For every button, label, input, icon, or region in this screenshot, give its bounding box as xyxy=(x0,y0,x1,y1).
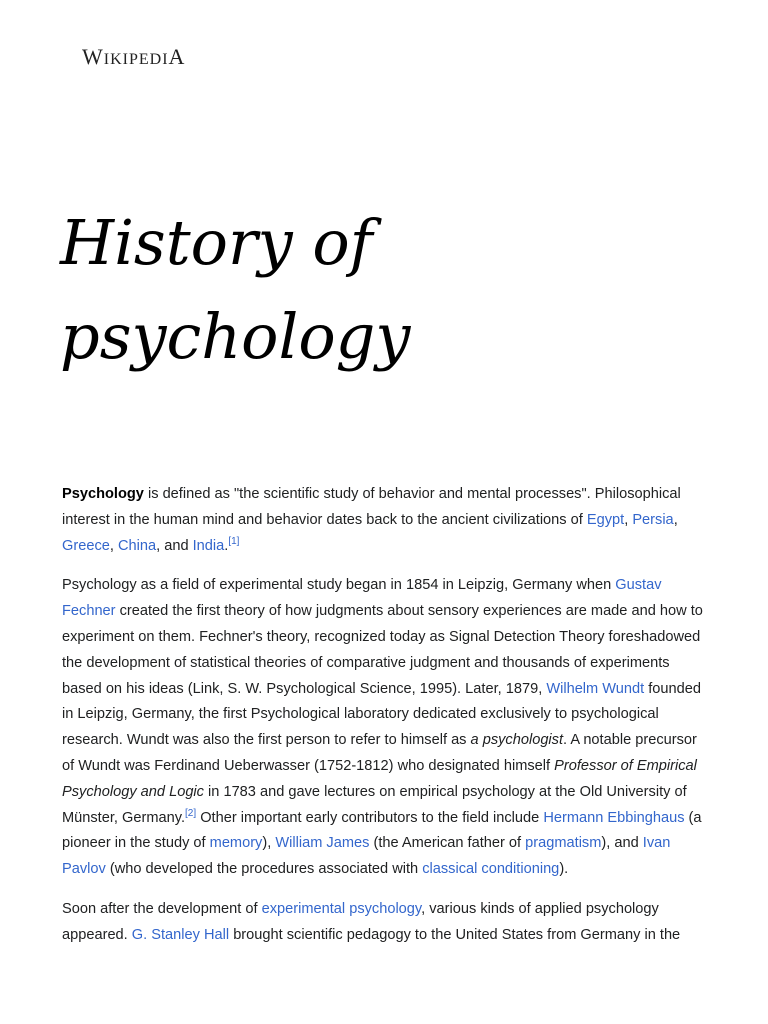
wordmark-first-letter: W xyxy=(82,44,104,69)
link-g-stanley-hall[interactable]: G. Stanley Hall xyxy=(131,926,230,943)
text: (who developed the procedures associated with xyxy=(105,861,423,878)
paragraph-applied xyxy=(62,897,708,949)
italic-text: Professor of Empirical Psychology and Logic xyxy=(62,757,697,800)
link-egypt[interactable]: Egypt xyxy=(586,511,625,528)
text: ). xyxy=(559,861,569,878)
link-greece[interactable]: Greece xyxy=(62,537,110,554)
bold-term: Psychology xyxy=(62,486,144,502)
text: , various kinds of applied psychology appeared. xyxy=(62,900,659,943)
reference-1[interactable]: [1] xyxy=(228,535,240,547)
page-title-line-2: psychology xyxy=(60,300,411,373)
link-persia[interactable]: Persia xyxy=(632,511,674,528)
text: (a pioneer in the study of xyxy=(62,809,702,852)
page-title xyxy=(60,196,720,384)
text: created the first theory of how judgments about sensory experiences are made and how to experiment on them. Fechner's theory, recognized today as Signal Detection Theory foreshadowed the development of statistical theories of comparative judgment and thousands of experiments based on his ideas (Link, S. W. Psychological Science, 1995). Later, 1879, xyxy=(62,603,703,697)
link-wilhelm-wundt[interactable]: Wilhelm Wundt xyxy=(546,680,645,697)
text: is defined as "the scientific study of behavior and mental processes". Philosophical interest in the human mind and behavior dates back to the ancient civilizations of xyxy=(62,486,681,528)
text: ), and xyxy=(601,835,643,852)
link-india[interactable]: India xyxy=(192,537,225,554)
text: founded in Leipzig, Germany, the first Psychological laboratory dedicated exclusively to psychological research. Wundt was also the first person to refer to himself as xyxy=(62,680,701,749)
reference-2[interactable]: [2] xyxy=(185,807,197,819)
paragraph-history xyxy=(62,573,708,883)
italic-text: a psychologist xyxy=(470,732,564,749)
text: brought scientific pedagogy to the United States from Germany in the xyxy=(229,926,681,943)
link-hermann-ebbinghaus[interactable]: Hermann Ebbinghaus xyxy=(543,809,685,826)
link-memory[interactable]: memory xyxy=(209,835,263,852)
wordmark-middle: IKIPEDI xyxy=(103,51,169,68)
text: , and xyxy=(156,537,193,554)
link-experimental-psychology[interactable]: experimental psychology xyxy=(261,900,422,917)
wordmark-last-letter: A xyxy=(168,44,186,69)
text: (the American father of xyxy=(369,835,526,852)
text: , xyxy=(624,511,633,528)
article-body xyxy=(62,482,708,963)
text: Soon after the development of xyxy=(62,900,262,917)
text: . xyxy=(224,537,229,554)
text: , xyxy=(109,537,118,554)
link-gustav-fechner[interactable]: Gustav Fechner xyxy=(62,577,662,620)
text: , xyxy=(673,511,678,528)
page-title-line-1: History of xyxy=(60,206,373,279)
text: . A notable precursor of Wundt was Ferdinand Ueberwasser (1752-1812) who designated himself xyxy=(62,732,697,774)
link-classical-conditioning[interactable]: classical conditioning xyxy=(422,861,560,878)
text: Other important early contributors to the field include xyxy=(196,809,544,826)
text: Psychology as a field of experimental study began in 1854 in Leipzig, Germany when xyxy=(62,577,616,594)
link-william-james[interactable]: William James xyxy=(275,835,370,852)
wikipedia-wordmark[interactable] xyxy=(82,44,185,70)
paragraph-intro xyxy=(62,482,708,559)
link-china[interactable]: China xyxy=(117,537,157,554)
link-ivan-pavlov[interactable]: Ivan Pavlov xyxy=(62,835,671,878)
text: in 1783 and gave lectures on empirical psychology at the Old University of Münster, Germany. xyxy=(62,783,687,826)
text: ), xyxy=(262,835,276,852)
link-pragmatism[interactable]: pragmatism xyxy=(525,835,602,852)
